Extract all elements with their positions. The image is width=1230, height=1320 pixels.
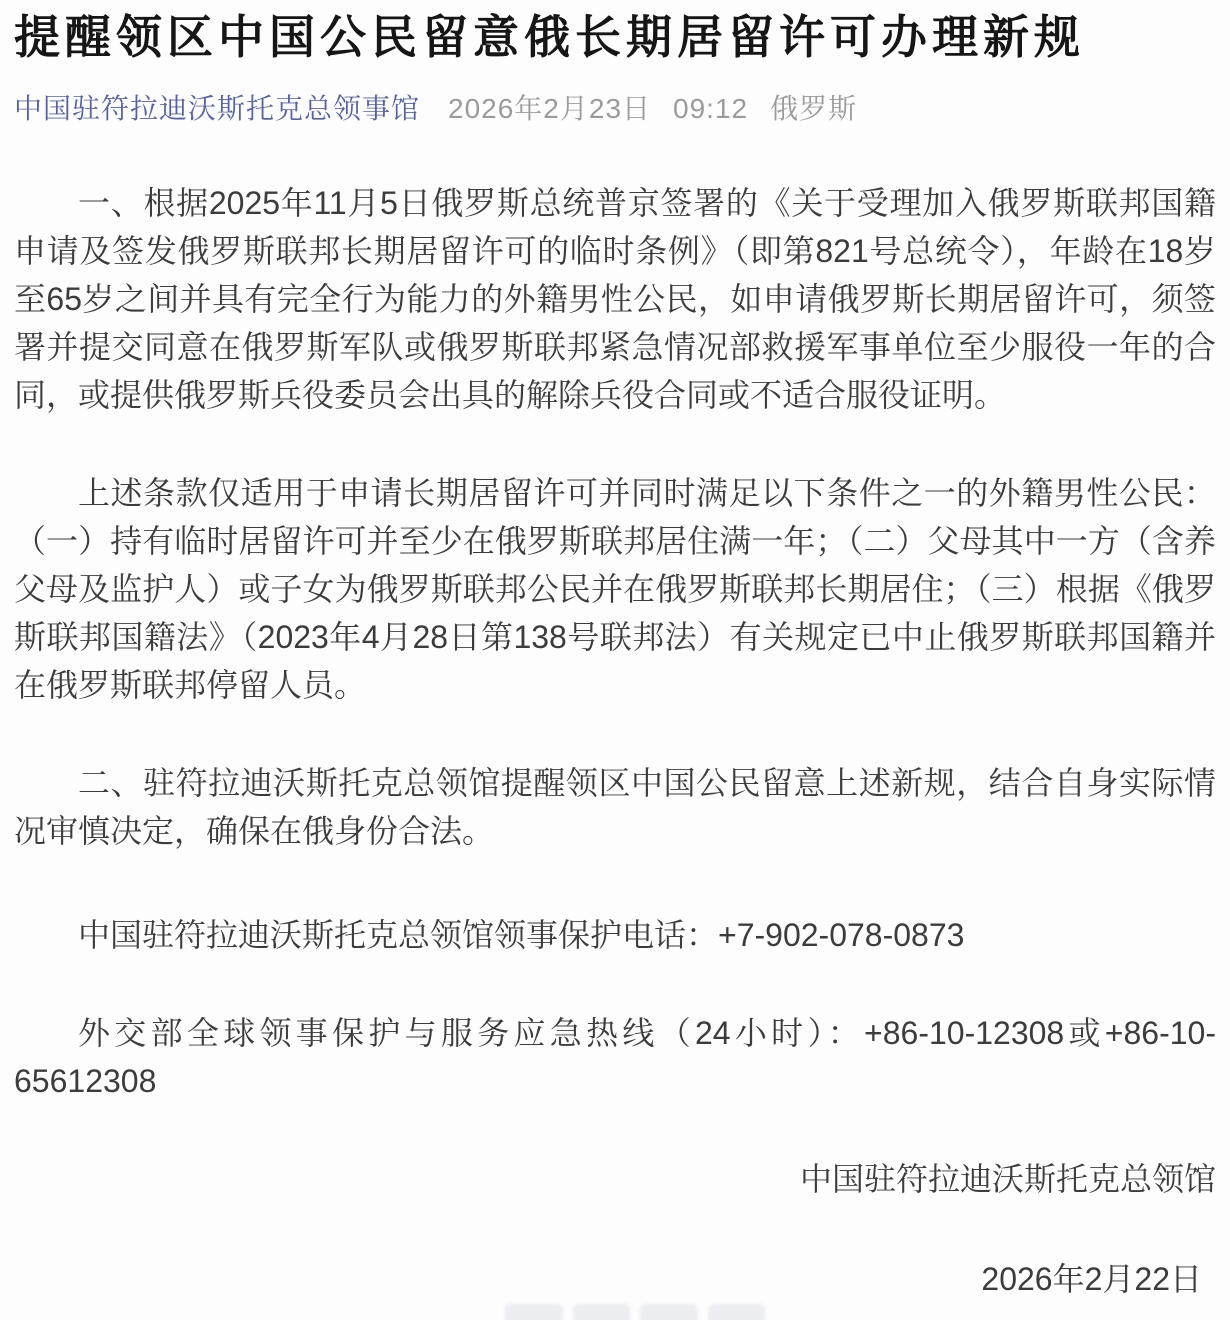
watermark-glyph	[573, 1304, 631, 1320]
signature-block	[14, 1155, 1216, 1303]
publish-date: 2026年2月23日	[448, 93, 652, 125]
bottom-watermark	[505, 1304, 765, 1320]
source-link[interactable]: 中国驻符拉迪沃斯托克总领事馆	[14, 93, 421, 125]
paragraph-conditions: 上述条款仅适用于申请长期居留许可并同时满足以下条件之一的外籍男性公民：（一）持有临时居留许可并至少在俄罗斯联邦居住满一年；（二）父母其中一方（含养父母及监护人）或子女为俄罗斯联邦公民并在俄罗斯联邦长期居住；（三）根据《俄罗斯联邦国籍法》（2023年4月28日第138号联邦法）有关规定已中止俄罗斯联邦国籍并在俄罗斯联邦停留人员。	[14, 475, 1216, 704]
byline	[14, 89, 1216, 129]
watermark-glyph	[708, 1304, 766, 1320]
publish-location: 俄罗斯	[770, 93, 858, 125]
page-title: 提醒领区中国公民留意俄长期居留许可办理新规	[14, 11, 1085, 63]
watermark-glyph	[505, 1304, 563, 1320]
paragraph-consulate-phone: 中国驻符拉迪沃斯托克总领馆领事保护电话：+7-902-078-0873	[78, 917, 965, 954]
watermark-glyph	[640, 1304, 698, 1320]
paragraph-hotline: 外交部全球领事保护与服务应急热线（24小时）：+86-10-12308或+86-10-65612308	[14, 1015, 1216, 1100]
signature-line: 中国驻符拉迪沃斯托克总领馆	[799, 1161, 1216, 1198]
paragraph-reminder: 二、驻符拉迪沃斯托克总领馆提醒领区中国公民留意上述新规，结合自身实际情况审慎决定，确保在俄身份合法。	[14, 765, 1216, 850]
article-body	[14, 179, 1216, 1105]
signature-date: 2026年2月22日	[981, 1261, 1202, 1298]
publish-time: 09:12	[673, 93, 749, 125]
paragraph-regulation: 一、根据2025年11月5日俄罗斯总统普京签署的《关于受理加入俄罗斯联邦国籍申请及签发俄罗斯联邦长期居留许可的临时条例》（即第821号总统令），年龄在18岁至65岁之间并具有完全行为能力的外籍男性公民，如申请俄罗斯长期居留许可，须签署并提交同意在俄罗斯军队或俄罗斯联邦紧急情况部救援军事单位至少服役一年的合同，或提供俄罗斯兵役委员会出具的解除兵役合同或不适合服役证明。	[14, 185, 1216, 414]
